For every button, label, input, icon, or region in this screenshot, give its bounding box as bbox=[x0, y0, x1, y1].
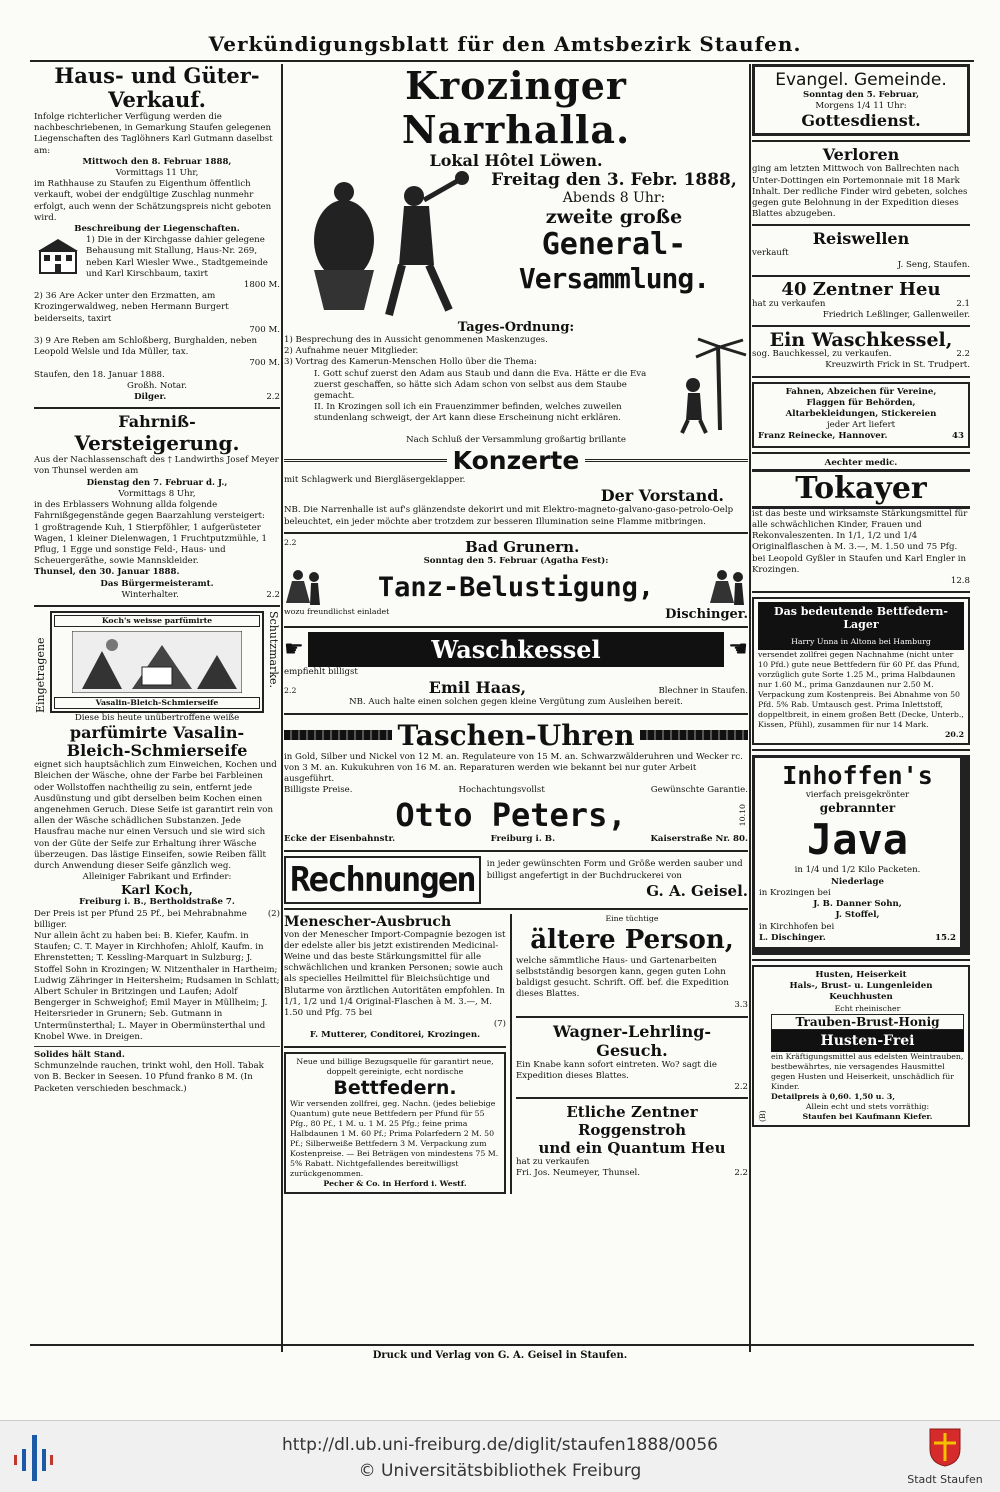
kessel-name: Kreuzwirth Frick in St. Trudpert. bbox=[825, 360, 970, 371]
fahrniss-items: 1 großtragende Kuh, 1 Stierpföhler, 1 aufgerüsteter Wagen, 1 kleiner Dielenwagen, 1 Fruchtputzmühle, 1 Pflug, 1 Egge und sonstige Feld-, Haus- und Scheuergeräthe, sowie Mannskleider. bbox=[34, 522, 268, 567]
laundry-scene-illustration bbox=[72, 631, 242, 693]
narrhalla-t1: 1) Besprechung des in Aussicht genommenen Maskenzuges. bbox=[284, 335, 548, 345]
husten-note: Allein echt und stets vorräthig: bbox=[805, 1101, 930, 1111]
rechnungen-ad bbox=[284, 856, 748, 904]
wagner-title-2: Gesuch. bbox=[596, 1040, 668, 1060]
narrhalla-nb: NB. Die Narrenhalle ist auf's glänzendste dekorirt und mit Elektro-magneto-galvano-gaso-petrolo-Oelp beleuchtet, ein jeder möchte aber trotzdem zur besseren Illumination seine Flamme mitbringen. bbox=[284, 505, 734, 527]
tanz-invite: wozu freundlichst einladet bbox=[284, 607, 390, 617]
wasch-num: 2.2 bbox=[284, 686, 297, 696]
kessel-title: Ein Waschkessel, bbox=[769, 329, 953, 352]
aeltere-pre: Eine tüchtige bbox=[605, 913, 659, 923]
wagner-text: Ein Knabe kann sofort eintreten. Wo? sagt die Expedition dieses Blattes. bbox=[516, 1059, 717, 1081]
column-rule bbox=[281, 64, 283, 1352]
haus-item-1: 1) Die in der Kirchgasse dahier gelegene Behausung mit Stallung, Haus-Nr. 269, neben Karl Wiesler Wwe., Stadtgemeinde und Karl Kirschbaum, taxirt bbox=[86, 235, 268, 279]
divider bbox=[284, 626, 748, 628]
palm-figure-illustration bbox=[668, 335, 748, 435]
right-column bbox=[752, 64, 970, 1364]
narrhalla-versammlung: Versammlung. bbox=[518, 262, 710, 295]
soap-maker-label: Alleiniger Fabrikant und Erfinder: bbox=[82, 872, 232, 883]
aeltere-num: 3.3 bbox=[734, 1000, 748, 1011]
tokayer-title: Tokayer bbox=[752, 469, 970, 509]
verloren-text: ging am letzten Mittwoch von Ballrechten nach Unter-Dottingen ein Portemonnaie mit 18 Mark Inhalt. Der redliche Finder wird gebeten, solches gegen gute Belohnung in der Expedition dieses Blattes abzugeben. bbox=[752, 164, 968, 220]
tokayer-text: ist das beste und wirksamste Stärkungsmittel für alle schwächlichen Kinder, Frauen und Rekonvaleszenten. In 1/1, 1/2 und 1/4 Originalflaschen à M. 3.—, M. 1.50 und 75 Pfg. bei Leopold Gyßler in Staufen und Karl Engler in Krozingen. bbox=[752, 508, 968, 575]
kessel-ad bbox=[752, 331, 970, 371]
husten-text: ein Kräftigungsmittel aus edelsten Weintrauben, bestbewährtes, nie versagendes Hausmittel gegen Husten und Heiserkeit, unschädlich für Kinder. bbox=[771, 1051, 964, 1091]
narrhalla-t3: 3) Vortrag des Kamerun-Menschen Hollo über die Thema: bbox=[284, 357, 537, 368]
pointing-hand-icon: ☚ bbox=[728, 637, 748, 663]
haus-item-2-price: 700 M. bbox=[249, 324, 280, 335]
divider bbox=[34, 605, 280, 607]
bottom-rule bbox=[30, 1344, 974, 1346]
fahrniss-title-2: Versteigerung. bbox=[74, 431, 240, 456]
divider bbox=[284, 532, 748, 534]
divider bbox=[752, 275, 970, 277]
tokayer-num: 12.8 bbox=[950, 576, 970, 587]
haus-sig-name: Dilger. bbox=[134, 392, 167, 403]
fahnen-l2: Flaggen für Behörden, bbox=[806, 397, 916, 408]
husten-pre: Echt rheinischer bbox=[834, 1003, 901, 1013]
bett-firm: Pecher & Co. in Herford i. Westf. bbox=[323, 1178, 467, 1188]
rechnungen-title: Rechnungen bbox=[284, 856, 481, 904]
soap-label bbox=[50, 611, 264, 713]
haus-item-2: 2) 36 Are Acker unter den Erzmatten, am Krozingerwaldweg, neben Hermann Burgert beiderseits, taxirt bbox=[34, 291, 229, 324]
haus-date: Mittwoch den 8. Februar 1888, bbox=[82, 156, 232, 167]
husten-seller: Staufen bei Kaufmann Kiefer. bbox=[802, 1111, 933, 1121]
soap-title-2: Bleich-Schmierseife bbox=[66, 741, 248, 761]
narrhalla-t2: 2) Aufnahme neuer Mitglieder. bbox=[284, 346, 419, 357]
decor-stripe bbox=[640, 730, 748, 740]
java-sub: vierfach preisgekrönter bbox=[805, 790, 910, 801]
rechnungen-name: G. A. Geisel. bbox=[646, 881, 748, 900]
uhren-right: Gewünschte Garantie. bbox=[650, 785, 748, 796]
haus-sig-title: Großh. Notar. bbox=[126, 380, 188, 391]
zentner-title: Etliche Zentner Roggenstroh bbox=[566, 1103, 698, 1140]
narrhalla-lokal: Lokal Hôtel Löwen. bbox=[429, 151, 603, 170]
haus-desc-title: Beschreibung der Liegenschaften. bbox=[74, 224, 240, 235]
divider bbox=[752, 224, 970, 226]
bett-text: Wir versenden zollfrei, geg. Nachn. (jedes beliebige Quantum) gute neue Bettfedern per Pfund für 55 Pfg., 80 Pf., 1 M. u. 1 M. 25 Pfg.; feine prima Halbdaunen 1 M. 60 Pf.; Prima Polarfedern 2 M. 50 Pf.; Silberweiße Bettfedern 3 M. Verpackung zum Kostenpreise. — Bei Beträgen von mindestens 75 M. 5% Rabatt. Nichtgefallendes bereitwilligst zurückgenommen. bbox=[290, 1098, 499, 1178]
divider bbox=[752, 325, 970, 327]
tokayer-pre: Aechter medic. bbox=[824, 457, 898, 468]
fahnen-ad bbox=[752, 382, 970, 448]
tanz-num: 2.2 bbox=[284, 537, 297, 547]
aeltere-ad bbox=[516, 914, 748, 1012]
solid-text: Schmunzelnde rauchen, trinkt wohl, den Holl. Tabak von B. Becker in Seesen. 10 Pfund franko 8 M. (In Packeten verschieden beschmack.) bbox=[34, 1061, 264, 1094]
uhren-left: Billigste Preise. bbox=[284, 785, 353, 796]
java-sub2: gebrannter bbox=[819, 801, 896, 816]
menescher-ad bbox=[284, 914, 506, 1042]
haus-item-1-price: 1800 M. bbox=[243, 280, 280, 291]
menescher-num: (7) bbox=[493, 1019, 506, 1030]
top-rule bbox=[30, 60, 974, 62]
verloren-ad bbox=[752, 146, 970, 220]
java-word: Java bbox=[806, 815, 909, 865]
menescher-seller: F. Mutterer, Conditorei, Krozingen. bbox=[309, 1030, 481, 1041]
java-place2: in Kirchhofen bei bbox=[759, 921, 835, 932]
fahrniss-title: Fahrniß- bbox=[118, 412, 196, 432]
fahrniss-text-2: in des Erblassers Wohnung allda folgende Fahrnißgegenstände gegen Baarzahlung versteigert: bbox=[34, 500, 265, 522]
narrhalla-general: General- bbox=[541, 227, 687, 262]
fahrniss-office: Das Bürgermeisteramt. bbox=[100, 578, 214, 589]
zentner-name: Fri. Jos. Neumeyer, Thunsel. bbox=[516, 1168, 641, 1179]
soap-sellers: Nur allein ächt zu haben bei: B. Kiefer, Kaufm. in Staufen; C. T. Mayer in Kirchhofen; Ahlolf, Kaufm. in Ehrenstetten; T. Kessling-Marquart in Sulzburg; J. Stoffel Sohn in Krozingen; W. Nitzenthaler in Hartheim; Ludwig Zähringer in Heitersheim; Rudsamen in Schlatt; Albert Schuler in Britzingen und Laufen; Adolf Bengerger in Schweighof; Emil Mayer in Müllheim; J. Heitersrieder in Grunern; Seb. Gutmann in Untermünsterthal; L. Mayer in Obermünsterthal und Knobel Wwe. in Dreigen. bbox=[34, 930, 280, 1042]
evang-date: Sonntag den 5. Februar, bbox=[803, 90, 919, 100]
java-pack: in 1/4 und 1/2 Kilo Packeten. bbox=[794, 865, 921, 876]
divider bbox=[752, 959, 970, 961]
java-firm1: J. B. Danner Sohn, bbox=[813, 899, 902, 910]
divider bbox=[752, 376, 970, 378]
reis-title: Reiswellen bbox=[812, 229, 910, 249]
decor-stripe bbox=[284, 730, 392, 740]
soap-intro: Diese bis heute unübertroffene weiße bbox=[74, 712, 240, 723]
narrhalla-date: Freitag den 3. Febr. 1888, bbox=[491, 170, 737, 190]
menescher-title: Menescher-Ausbruch bbox=[284, 913, 452, 930]
wasch-title: Waschkessel bbox=[308, 632, 725, 667]
heu-name: Friedrich Leßlinger, Gallenweiler. bbox=[822, 310, 970, 321]
husten-ad bbox=[752, 965, 970, 1127]
divider bbox=[752, 749, 970, 751]
fahnen-num: 43 bbox=[952, 431, 964, 442]
lager-text: versendet zollfrei gegen Nachnahme (nicht unter 10 Pfd.) gute neue Bettfedern für 60 Pf. das Pfund, vorzüglich gute Sorte 1.25 M., prima Halbdaunen nur 1.60 M., prima Ganzdaunen nur 2.50 M. Verpackung zum Kostenpreis. Bei Abnahme von 50 Pfd. 5% Rab. Umtausch gest. Prima Inlettstoff, doppeltbreit, in einem großen Bett (Decke, Unterb., Kissen, Pfühl), zusammen für nur 14 Mark. bbox=[758, 650, 964, 730]
city-coat-of-arms-icon bbox=[928, 1427, 962, 1467]
divider bbox=[284, 713, 748, 715]
fahrniss-text: Aus der Nachlassenschaft des † Landwirths Josef Meyer von Thunsel werden am bbox=[34, 455, 279, 477]
husten-l2: Hals-, Brust- u. Lungenleiden bbox=[789, 981, 933, 992]
lager-ad bbox=[752, 597, 970, 745]
haus-item-3: 3) 9 Are Reben am Schloßberg, Burghalden, neben Leopold Welsle und Ida Müller, tax. bbox=[34, 336, 258, 358]
haus-title-2: Verkauf. bbox=[108, 87, 206, 112]
narrhalla-tages: Tages-Ordnung: bbox=[457, 320, 575, 335]
zentner-title-2: und ein Quantum Heu bbox=[538, 1139, 726, 1158]
tanz-title: Tanz-Belustigung, bbox=[377, 571, 655, 603]
uhren-name: Otto Peters, bbox=[395, 796, 627, 835]
narrhalla-vorstand: Der Vorstand. bbox=[600, 486, 724, 506]
divider bbox=[752, 591, 970, 593]
java-ad bbox=[752, 755, 970, 955]
java-niederlage: Niederlage bbox=[831, 876, 884, 887]
aeltere-text: welche sämmtliche Haus- und Gartenarbeiten selbstständig besorgen kann, gegen guten Lohn baldigst gesucht. Schrift. Off. bef. die Expedition dieses Blattes. bbox=[516, 955, 729, 1000]
narrhalla-title: Krozinger Narrhalla. bbox=[401, 64, 631, 152]
divider bbox=[34, 407, 280, 409]
dancing-couple-illustration bbox=[284, 170, 474, 320]
haus-item-3-price: 700 M. bbox=[249, 358, 280, 369]
wasch-name: Emil Haas, bbox=[428, 678, 527, 698]
uhren-side: 10.10 bbox=[738, 804, 747, 827]
uhren-city: Freiburg i. B. bbox=[490, 834, 556, 845]
husten-l3: Keuchhusten bbox=[829, 992, 893, 1003]
haus-ad bbox=[34, 64, 280, 403]
soap-price-num: (2) bbox=[267, 908, 280, 919]
java-firm2: J. Stoffel, bbox=[835, 910, 880, 921]
haus-intro: Infolge richterlicher Verfügung werden die nachbeschriebenen, in Gemarkung Staufen gelegenen Liegenschaften des Taglöhners Karl Gutmann daselbst am: bbox=[34, 112, 273, 156]
haus-title: Haus- und Güter- bbox=[54, 64, 260, 88]
tanz-date: Sonntag den 5. Februar (Agatha Fest): bbox=[423, 555, 609, 566]
middle-column bbox=[284, 64, 748, 1364]
solid-title: Solides hält Stand. bbox=[34, 1050, 125, 1060]
fahrniss-ad bbox=[34, 413, 280, 601]
uhren-corner: Ecke der Eisenbahnstr. bbox=[284, 834, 396, 845]
bettfedern-ad bbox=[284, 1052, 506, 1194]
tokayer-ad bbox=[752, 458, 970, 588]
soap-maker: Karl Koch, bbox=[121, 883, 193, 898]
haus-sig-num: 2.2 bbox=[266, 392, 280, 403]
reis-pre: verkauft bbox=[752, 248, 789, 259]
narrhalla-after: Nach Schluß der Versammlung großartig brillante bbox=[406, 435, 626, 445]
divider bbox=[34, 1046, 280, 1047]
left-column bbox=[34, 64, 280, 1364]
uhren-street: Kaiserstraße Nr. 80. bbox=[650, 834, 748, 845]
uhren-title: Taschen-Uhren bbox=[397, 718, 635, 752]
evang-title: Evangel. Gemeinde. bbox=[775, 70, 947, 90]
uhren-ad bbox=[284, 719, 748, 846]
fahrniss-num: 2.2 bbox=[266, 589, 280, 600]
bett-top: Neue und billige Bezugsquelle für garantirt neue, doppelt gereinigte, echt nordische bbox=[296, 1056, 494, 1076]
fahnen-l1: Fahnen, Abzeichen für Vereine, bbox=[785, 386, 937, 397]
narrhalla-konzerte-sub: mit Schlagwerk und Biergläsergeklapper. bbox=[284, 475, 466, 486]
soap-address: Freiburg i. B., Bertholdstraße 7. bbox=[79, 897, 235, 908]
divider bbox=[752, 452, 970, 454]
soap-ad bbox=[34, 611, 280, 1095]
soap-label-bottom: Vasalin-Bleich-Schmierseife bbox=[54, 697, 260, 709]
haus-time: Vormittags 11 Uhr, bbox=[115, 168, 199, 179]
zentner-ad bbox=[516, 1103, 748, 1179]
zentner-num: 2.2 bbox=[734, 1168, 748, 1179]
soap-side-right: Schutzmarke. bbox=[267, 610, 280, 688]
waschkessel-ad bbox=[284, 632, 748, 709]
divider bbox=[516, 1016, 748, 1018]
fahrniss-date: Dienstag den 7. Februar d. J., bbox=[86, 477, 228, 488]
heu-ad bbox=[752, 278, 970, 321]
copyright-text: © Universitätsbibliothek Freiburg bbox=[358, 1461, 642, 1481]
java-place1: in Krozingen bei bbox=[759, 887, 831, 898]
footer-bar bbox=[0, 1420, 1000, 1492]
reis-name: J. Seng, Staufen. bbox=[897, 259, 970, 270]
fahnen-name: Franz Reinecke, Hannover. bbox=[758, 431, 888, 442]
wasch-pre: empfiehlt billigst bbox=[284, 667, 358, 678]
divider bbox=[516, 1097, 748, 1099]
house-illustration bbox=[34, 235, 82, 275]
kessel-num: 2.2 bbox=[956, 349, 970, 360]
wagner-ad bbox=[516, 1022, 748, 1094]
tanz-ad bbox=[284, 538, 748, 622]
dancers-icon bbox=[708, 567, 748, 607]
dancers-icon bbox=[284, 567, 324, 607]
soap-side-left: Eingetragene bbox=[34, 637, 47, 713]
husten-price: Detailpreis à 0,60. 1,50 u. 3, bbox=[771, 1091, 896, 1101]
fahrniss-name: Winterhalter. bbox=[121, 589, 179, 600]
evang-time: Morgens 1/4 11 Uhr: bbox=[815, 101, 907, 112]
wasch-nb: NB. Auch halte einen solchen gegen kleine Vergütung zum Ausleihen bereit. bbox=[349, 697, 683, 708]
divider bbox=[752, 140, 970, 142]
wagner-title: Wagner-Lehrling- bbox=[552, 1021, 712, 1041]
wasch-trade: Blechner in Staufen. bbox=[658, 686, 748, 697]
husten-frei: Husten-Frei bbox=[771, 1030, 964, 1052]
fahrniss-place: Thunsel, den 30. Januar 1888. bbox=[34, 567, 180, 578]
husten-l1: Husten, Heiserkeit bbox=[815, 969, 907, 980]
city-crest[interactable] bbox=[900, 1427, 990, 1489]
husten-title: Trauben-Brust-Honig bbox=[771, 1014, 964, 1030]
lager-title: Das bedeutende Bettfedern-Lager bbox=[758, 602, 964, 634]
heu-title: 40 Zentner Heu bbox=[781, 278, 941, 300]
fahnen-l4: jeder Art liefert bbox=[826, 420, 896, 431]
city-label: Stadt Staufen bbox=[907, 1473, 983, 1486]
column-rule bbox=[749, 64, 751, 1352]
haus-sig-place: Staufen, den 18. Januar 1888. bbox=[34, 369, 165, 380]
divider bbox=[284, 1046, 506, 1048]
imprint: Druck und Verlag von G. A. Geisel in Staufen. bbox=[372, 1350, 628, 1361]
narrhalla-ad bbox=[284, 64, 748, 528]
verloren-title: Verloren bbox=[822, 145, 900, 165]
tanz-name: Dischinger. bbox=[665, 607, 748, 623]
narrhalla-konzerte: Konzerte bbox=[452, 446, 580, 476]
zentner-pre: hat zu verkaufen bbox=[516, 1157, 590, 1168]
lager-num: 20.2 bbox=[945, 730, 964, 740]
soap-title: parfümirte Vasalin- bbox=[69, 723, 245, 743]
heu-pre: hat zu verkaufen bbox=[752, 298, 826, 309]
aeltere-title: ältere Person, bbox=[530, 924, 734, 955]
tanz-place: Bad Grunern. bbox=[465, 537, 580, 556]
masthead: Verkündigungsblatt für den Amtsbezirk Staufen. bbox=[208, 32, 802, 56]
haus-text: im Rathhause zu Staufen zu Eigenthum öffentlich verkauft, wobei der endgültige Zuschlag nunmehr erfolgt, auch wenn der Schätzungspreis nicht geboten wird. bbox=[34, 179, 272, 223]
kessel-text: sog. Bauchkessel, zu verkaufen. bbox=[752, 349, 892, 360]
narrhalla-zweite: zweite große bbox=[545, 206, 683, 228]
soap-text: eignet sich hauptsächlich zum Einweichen, Kochen und Bleichen der Wäsche, ohne der Farbe bei Farbleinen oder Wollstoffen nachtheilig zu sein, entfernt jede Ausdünstung und gibt derselben beim Kochen einen angenehmen Geruch. Diese Seife ist garantirt rein von allen der Wäsche schädlichen Substanzen. Jede Hausfrau mache nur einen Versuch und sie wird sich von der Güte der Seife zur Erhaltung ihrer Wäsche überzeugen. Das lästige Einseifen, sowie Reiben fällt durch Anwendung dieser Seife gänzlich weg. bbox=[34, 760, 277, 871]
heu-num: 2.1 bbox=[956, 298, 970, 309]
java-num: 15.2 bbox=[935, 932, 956, 943]
evang-service: Gottesdienst. bbox=[801, 111, 921, 131]
menescher-text: von der Menescher Import-Compagnie bezogen ist der edelste aller bis jetzt existirenden Medicinal-Weine und das beste Stärkungsmittel für alle schwächlichen und kranken Personen; sowie auch als specielles Heilmittel für Bleichsüchtige und Blutarme von ärztlichen Autoritäten empfohlen. In 1/1, 1/2 und 1/4 Original-Flaschen à M. 3.—, M. 1.50 und Pfg. 75 bei bbox=[284, 929, 506, 1019]
fahnen-l3: Altarbekleidungen, Stickereien bbox=[785, 409, 937, 420]
pointing-hand-icon: ☛ bbox=[284, 637, 304, 663]
bett-title: Bettfedern. bbox=[333, 1076, 457, 1099]
java-firm3: L. Dischinger. bbox=[759, 932, 826, 943]
wagner-num: 2.2 bbox=[734, 1082, 748, 1093]
uhren-mid: Hochachtungsvollst bbox=[458, 785, 545, 796]
uhren-text: in Gold, Silber und Nickel von 12 M. an. Regulateure von 15 M. an. Schwarzwälderuhren und Wecker rc. von 3 M. an. Kukukuhren von 16 M. an. Reparaturen werden wie bekannt bei nur guter Arbeit ausgeführt. bbox=[284, 751, 743, 785]
husten-side: (B) bbox=[758, 1109, 767, 1122]
lager-sub: Harry Unna in Altona bei Hamburg bbox=[758, 634, 964, 650]
narrhalla-t3b: II. In Krozingen soll ich ein Frauenzimmer befinden, welches zuweilen stundenlang schweigt, der Art kann diese Erscheinung nicht erklären. bbox=[314, 402, 622, 424]
soap-price: Der Preis ist per Pfund 25 Pf., bei Mehrabnahme billiger. bbox=[34, 908, 247, 930]
java-title: Inhoffen's bbox=[782, 761, 933, 791]
narrhalla-time: Abends 8 Uhr: bbox=[562, 190, 666, 206]
document-url-link[interactable]: http://dl.ub.uni-freiburg.de/diglit/staufen1888/0056 bbox=[282, 1435, 718, 1455]
soap-label-top: Koch's weisse parfümirte bbox=[54, 615, 260, 627]
divider bbox=[284, 850, 748, 852]
reis-ad bbox=[752, 230, 970, 270]
divider bbox=[284, 908, 748, 910]
evang-ad bbox=[752, 64, 970, 136]
narrhalla-t3a: I. Gott schuf zuerst den Adam aus Staub und dann die Eva. Hätte er die Eva zuerst geschaffen, so hätte sich Adam schon von selbst aus dem Staube gemacht. bbox=[314, 368, 647, 402]
fahrniss-time: Vormittags 8 Uhr, bbox=[118, 488, 196, 499]
rechnungen-text: in jeder gewünschten Form und Größe werden sauber und billigst angefertigt in der Buchdruckerei von bbox=[486, 859, 743, 881]
